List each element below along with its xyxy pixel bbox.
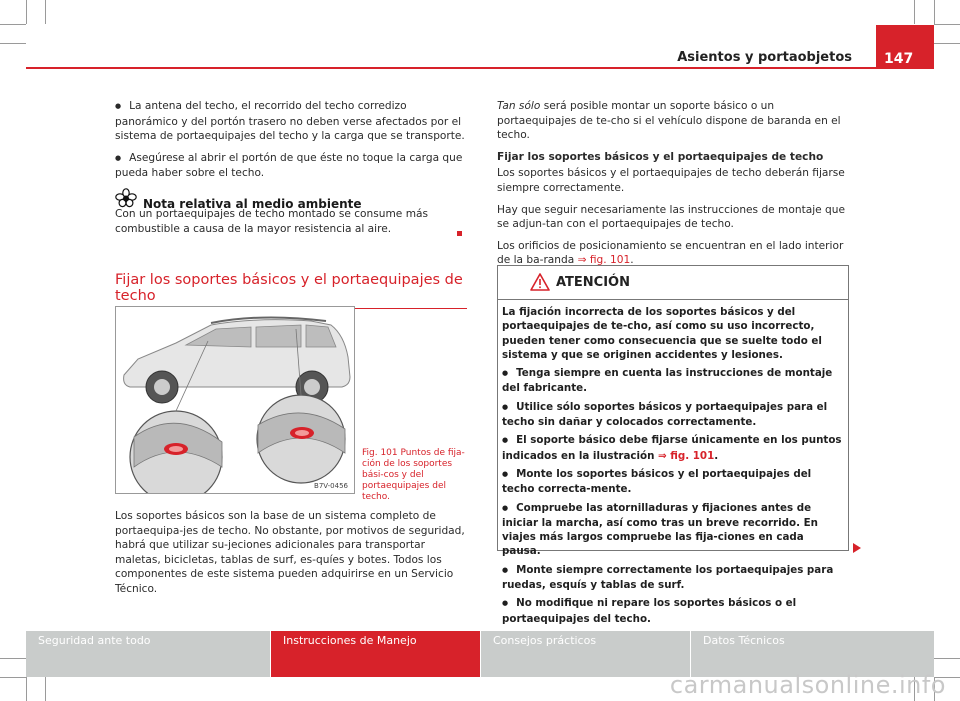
warning-bullet: ● Tenga siempre en cuenta las instrucciones de montaje del fabricante. (502, 366, 844, 396)
warning-box (497, 265, 849, 625)
crop-mark (914, 0, 915, 24)
section-heading: Fijar los soportes básicos y el portaequipajes de techo (115, 272, 467, 309)
footer-tab-instrucciones[interactable]: Instrucciones de Manejo (271, 631, 480, 677)
warning-bullet: ● No modifique ni repare los soportes básicos o el portaequipajes del techo. (502, 596, 844, 626)
fig-101-link[interactable]: ⇒ fig. 101 (658, 449, 715, 462)
crop-mark (26, 0, 27, 24)
warning-header (498, 266, 848, 300)
intro-italic: Tan sólo (497, 100, 541, 112)
warning-intro: La fijación incorrecta de los soportes básicos y del portaequipajes de te-cho, así como su uso incorrecto, pueden tener como consecuencia que se suelte todo el sistema y que se originen accidentes y lesiones. (502, 306, 822, 361)
right-column (497, 99, 849, 275)
warning-triangle-icon (530, 273, 550, 295)
crop-mark (934, 658, 960, 659)
header-section-title: Asientos y portaobjetos (677, 50, 852, 65)
footer-tab-datos[interactable]: Datos Técnicos (691, 631, 934, 677)
figure-101 (115, 306, 355, 494)
warning-body (498, 300, 848, 626)
warning-bullet: ● Compruebe las atornilladuras y fijaciones antes de iniciar la marcha, así como tras un breve recorrido. En viajes más largos compruebe las fija-ciones en cada pausa. (502, 501, 844, 559)
continue-arrow-icon (853, 538, 861, 557)
warning-bullet: ● Monte siempre correctamente los portaequipajes para ruedas, esquís y tablas de surf. (502, 563, 844, 593)
crop-mark (934, 24, 960, 25)
end-marker (457, 231, 462, 236)
crop-mark (934, 0, 935, 24)
page-number: 147 (876, 25, 934, 69)
right-paragraph-1: Los soportes básicos y el portaequipajes de techo deberán fijarse siempre correctamente. (497, 167, 845, 194)
crop-mark (45, 677, 46, 701)
warning-title: ATENCIÓN (556, 275, 630, 290)
bullet-antenna: ● La antena del techo, el recorrido del techo corredizo panorámico y del portón trasero no deben verse afectados por el sistema de portaequipajes del techo y la carga que se transporte. (115, 99, 465, 144)
crop-mark (26, 677, 27, 701)
p3-end: . (630, 254, 634, 267)
b3-end: . (714, 449, 719, 462)
warning-bullet: ● Monte los soportes básicos y el portaequipajes del techo correcta-mente. (502, 467, 844, 497)
warning-bullet: ● Utilice sólo soportes básicos y portaequipajes para el techo sin dañar y colocados correctamente. (502, 400, 844, 430)
crop-mark (0, 658, 26, 659)
right-paragraph-2: Hay que seguir necesariamente las instrucciones de montaje que se adjun-tan con el portaequipajes de techo. (497, 203, 845, 231)
intro-paragraph (497, 99, 849, 143)
left-paragraph: Los soportes básicos son la base de un sistema completo de portaequipa-jes de techo. No obstante, por motivos de seguridad, habrá que utilizar su-jeciones adicionales para transportar maletas, bicicletas, tablas de surf, es-quíes y botes. Todos los componentes de este sistema pueden adquirirse en un Servicio Técnico. (115, 510, 465, 595)
figure-code: B7V-0456 (314, 482, 348, 490)
footer-tab-consejos[interactable]: Consejos prácticos (481, 631, 690, 677)
crop-mark (0, 24, 26, 25)
intro-rest: será posible montar un soporte básico o un portaequipajes de te-cho si el vehículo dispone de baranda en el techo. (497, 100, 841, 142)
p3-text: Los orificios de posicionamiento se encuentran en el lado interior de la ba-randa (497, 239, 844, 267)
environment-note-text: Con un portaequipajes de techo montado se consume más combustible a causa de la mayor resistencia al aire. (115, 208, 429, 235)
crop-mark (0, 677, 26, 678)
watermark: carmanualsonline.info (669, 671, 946, 699)
header-rule (26, 67, 876, 69)
left-column-top (115, 99, 465, 188)
right-subheading: Fijar los soportes básicos y el portaequipajes de techo (497, 150, 824, 163)
crop-mark (0, 43, 26, 44)
warning-bullet (502, 433, 844, 463)
footer-tab-seguridad[interactable]: Seguridad ante todo (26, 631, 270, 677)
car-roof-illustration (116, 307, 354, 493)
crop-mark (934, 43, 960, 44)
figure-caption: Fig. 101 Puntos de fija-ción de los soportes bási-cos y del portaequipajes del techo. (362, 448, 465, 502)
environment-note-title: Nota relativa al medio ambiente (143, 197, 362, 211)
right-paragraph-3 (497, 239, 849, 268)
b3-text: El soporte básico debe fijarse únicamente en los puntos indicados en la ilustración (502, 434, 842, 462)
fig-101-link[interactable]: ⇒ fig. 101 (577, 254, 631, 267)
bullet-tailgate: ● Asegúrese al abrir el portón de que éste no toque la carga que pueda haber sobre el techo. (115, 151, 465, 181)
crop-mark (45, 0, 46, 24)
